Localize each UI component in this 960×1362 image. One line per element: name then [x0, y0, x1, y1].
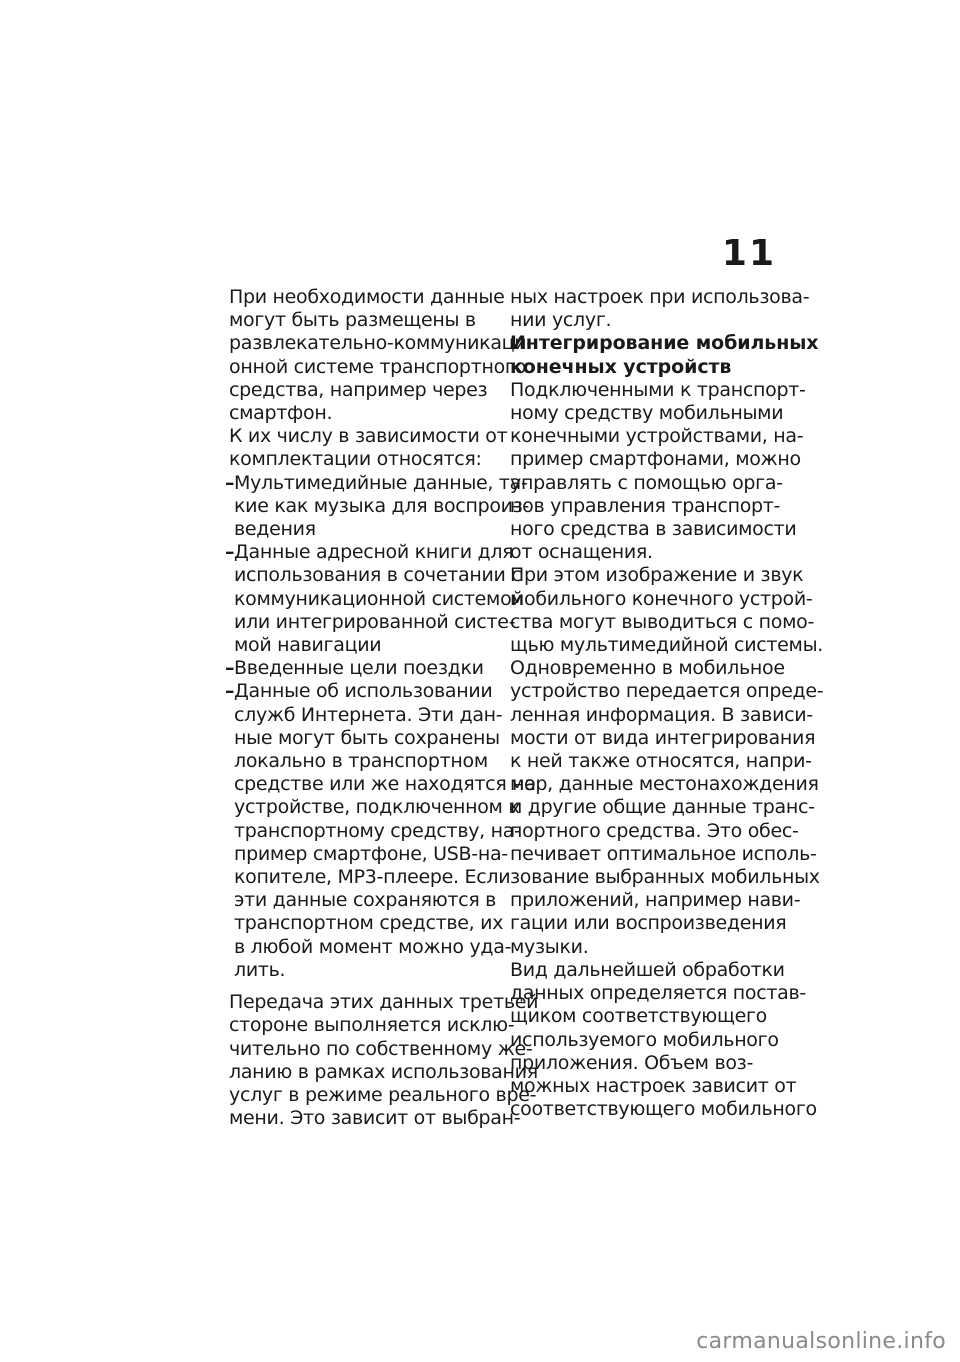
text-line: При необходимости данные — [229, 286, 505, 308]
paragraph — [510, 958, 817, 1121]
text-line: мер, данные местонахождения — [510, 773, 819, 796]
text-line: ного средства в зависимости — [510, 518, 797, 541]
heading-line: конечных устройств — [510, 355, 732, 378]
text-line: Вид дальнейшей обработки — [510, 958, 785, 981]
text-line: смартфон. — [229, 402, 333, 425]
paragraph — [510, 286, 810, 332]
text-line: Подключенными к транспорт- — [510, 378, 806, 401]
text-line: развлекательно-коммуникаци- — [229, 332, 533, 355]
text-line: мобильного конечного устрой- — [510, 587, 813, 610]
text-line: устройство передается опреде- — [510, 680, 824, 703]
text-line: нов управления транспорт- — [510, 494, 781, 517]
text-line: ному средству мобильными — [510, 402, 784, 425]
text-line: и другие общие данные транс- — [510, 796, 815, 819]
text-line: копителе, MP3-плеере. Если — [234, 866, 511, 889]
text-line: кие как музыка для воспроиз- — [234, 494, 530, 517]
paragraph — [510, 564, 824, 958]
text-line: от оснащения. — [510, 541, 653, 564]
watermark: carmanualsonline.info — [696, 1329, 946, 1354]
list-item — [225, 541, 524, 657]
text-line: мени. Это зависит от выбран- — [229, 1107, 521, 1130]
text-line: локально в транспортном — [234, 750, 488, 773]
text-line: музыки. — [510, 935, 589, 958]
text-line: коммуникационной системой — [234, 587, 524, 610]
text-line: конечными устройствами, на- — [510, 425, 804, 448]
text-line: ленная информация. В зависи- — [510, 703, 813, 726]
text-line: услуг в режиме реального вре- — [229, 1083, 537, 1106]
text-line: служб Интернета. Эти дан- — [234, 703, 503, 726]
text-line: щиком соответствующего — [510, 1005, 767, 1028]
list-item — [225, 471, 530, 542]
text-line: зование выбранных мобильных — [510, 866, 820, 889]
text-line: соответствующего мобильного — [510, 1098, 817, 1121]
text-line: ведения — [234, 518, 316, 541]
text-line: средства, например через — [229, 378, 488, 401]
text-line: портного средства. Это обес- — [510, 819, 799, 842]
text-line: в любой момент можно уда- — [234, 935, 512, 958]
text-line: приложения. Объем воз- — [510, 1051, 754, 1074]
text-line: управлять с помощью орга- — [510, 471, 783, 494]
text-line: транспортном средстве, их — [234, 912, 504, 935]
text-line: эти данные сохраняются в — [234, 889, 497, 912]
text-line: Введенные цели поездки — [234, 657, 484, 680]
text-line: ланию в рамках использования — [229, 1060, 538, 1083]
text-line: чительно по собственному же- — [229, 1037, 533, 1060]
text-line: ных настроек при использова- — [510, 286, 810, 308]
text-line: ные могут быть сохранены — [234, 726, 500, 749]
dash-marker: – — [225, 471, 235, 494]
text-line: могут быть размещены в — [229, 309, 476, 332]
text-line: использования в сочетании с — [234, 564, 522, 587]
text-line: К их числу в зависимости от — [229, 425, 508, 448]
list-item — [225, 680, 536, 982]
text-line: мости от вида интегрирования — [510, 726, 816, 749]
text-line: приложений, например нави- — [510, 889, 801, 912]
text-line: При этом изображение и звук — [510, 564, 804, 587]
page-number: 11 — [721, 233, 776, 274]
text-line: Одновременно в мобильное — [510, 657, 785, 680]
text-line: лить. — [234, 958, 286, 981]
paragraph — [229, 991, 539, 1130]
text-line: транспортному средству, на- — [234, 819, 521, 842]
text-line: гации или воспроизведения — [510, 912, 787, 935]
text-line: Данные об использовании — [234, 680, 493, 703]
dash-marker: – — [225, 680, 235, 703]
text-line: нии услуг. — [510, 309, 612, 332]
text-line: или интегрированной систе- — [234, 610, 516, 633]
dash-marker: – — [225, 657, 235, 680]
left-column — [225, 286, 539, 1130]
paragraph — [510, 378, 806, 565]
text-line: Мультимедийные данные, та- — [234, 471, 528, 494]
text-line: стороне выполняется исклю- — [229, 1014, 515, 1037]
text-line: комплектации относятся: — [229, 448, 482, 471]
text-line: щью мультимедийной системы. — [510, 634, 824, 657]
text-line: мой навигации — [234, 634, 382, 657]
text-line: можных настроек зависит от — [510, 1074, 797, 1097]
list-item — [225, 657, 491, 680]
bullet-list — [225, 471, 536, 982]
text-line: пример смартфоне, USB-на- — [234, 842, 508, 865]
text-line: Данные адресной книги для — [234, 541, 514, 564]
section-heading — [510, 332, 819, 378]
paragraph — [229, 286, 533, 425]
right-column — [510, 286, 824, 1121]
text-line: Передача этих данных третьей — [229, 991, 539, 1014]
text-line: средстве или же находятся на — [234, 773, 536, 796]
text-line: ства могут выводиться с помо- — [510, 610, 815, 633]
text-line: используемого мобильного — [510, 1028, 779, 1051]
heading-line: Интегрирование мобильных — [510, 332, 819, 355]
text-line: данных определяется постав- — [510, 982, 806, 1005]
text-line: устройстве, подключенном к — [234, 796, 520, 819]
paragraph — [229, 425, 508, 471]
text-line: печивает оптимальное исполь- — [510, 842, 817, 865]
text-line: пример смартфонами, можно — [510, 448, 801, 471]
text-line: онной системе транспортного — [229, 355, 526, 378]
dash-marker: – — [225, 541, 235, 564]
text-line: к ней также относятся, напри- — [510, 750, 812, 773]
